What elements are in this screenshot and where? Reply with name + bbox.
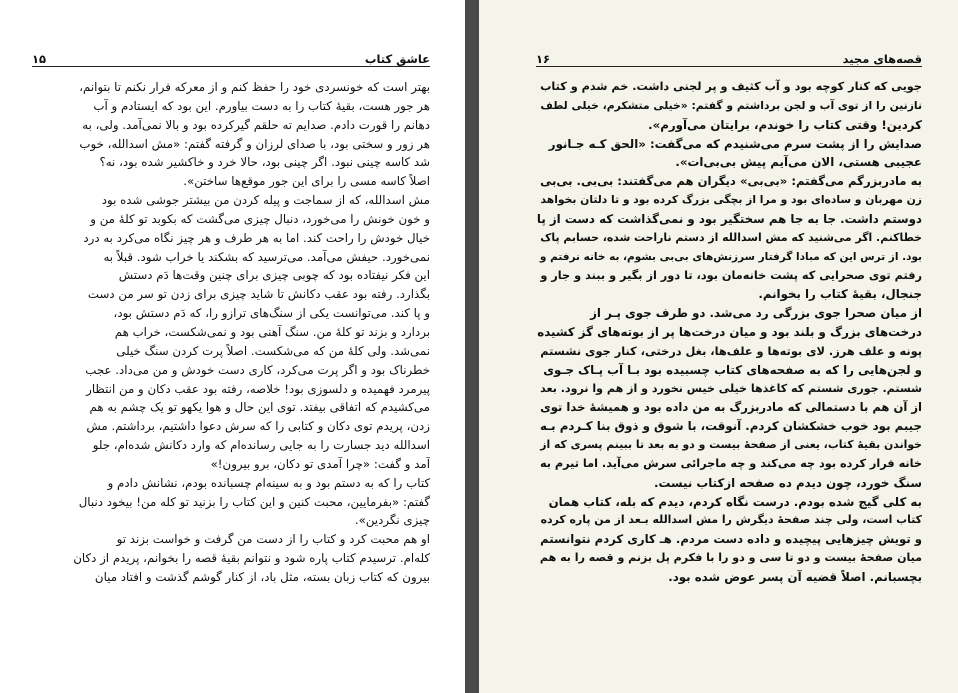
text-line: نمی‌شد. ولی کلهٔ من که می‌شکست. اصلاً پرت کردن سنگ خیلی [116,343,430,358]
text-line: از آن هم با دستمالی که مادربزرگ به من داده بود و همیشهٔ خدا توی [540,400,922,415]
text-line: کردین! وقتی کتاب را خوندم، برایتان می‌آورم». [648,117,922,132]
text-line: می‌کشیدم که اتفاقی بیفتد. توی این حال و هوا یکهو تو یک چشم به هم [89,400,430,415]
text-line: اسدالله دید جسارت را به جایی رسانده‌ام که وارد دکانش شده‌ام، جلو [92,438,430,453]
text-line: زدن، پریدم توی دکان و کتابی را که سرش دعوا داشتیم، برداشتم. مش [86,419,430,434]
text-line: بهتر است که خونسردی خود را حفظ کنم و از معرکه فرار نکنم تا بتوانم، [79,80,430,94]
text-line: اصلاً کاسه مسی را برای این جور موقع‌ها ساختن». [183,174,430,189]
text-line: هر جور هست، بقیهٔ کتاب را به دست بیاورم. این بود که ایستادم و آب [93,98,430,113]
text-line: پیرمرد فهمیده و دلسوزی بود! خلاصه، رفته بود عقب دکان و من انتظار [86,381,430,396]
text-line: دوستم داشت. جا به جا هم سختگیر بود و نمی‌گذاشت که دست از پا [536,211,922,226]
text-line: و پا کند. می‌توانست یکی از سنگ‌های ترازو را، که دَم دستش بود، [113,306,430,321]
text-line: بود. از ترس این که مبادا گرفتار سرزنش‌های بی‌بی بشوم، به خانه نرفتم و [539,250,922,263]
text-line: بچسبانم. اصلاً قضیه آن پسر عوض شده بود. [668,569,922,584]
left-page [0,0,465,693]
text-line: سنگ خورد، چون دیدم ده صفحه ازکتاب نیست. [654,475,922,490]
right-page-header [536,50,922,66]
text-line: نمی‌خورد. حیفش می‌آمد. می‌ترسید که بشکند یا خراب شود. قبلاً به [103,249,430,264]
text-line: به مادربزرگم می‌گفتم: «بی‌بی» دیگران هم می‌گفتند: بی‌بی. بی‌بی [540,174,922,189]
text-line: خانه فرار کرده بود چه می‌کند و چه ماجرائی سرش می‌آید. اما تیرم به [539,456,922,470]
text-line: هر زور و سختی بود، با صدای لرزان و گرفته گفتم: «مش اسدالله، خوب [79,136,430,151]
left-page-number: ۱۵ [32,52,47,66]
text-line: کله‌ام. ترسیدم کتاب پاره شود و نتوانم بقیهٔ قصه را بخوانم، پریدم از دکان [73,551,430,566]
text-line: بگذارد. رفته بود عقب دکانش تا شاید چیزی برای زدن تو سر من دست [87,287,430,302]
text-line: این فکر نیفتاده بود که چوبی چیزی برای چنین وقت‌ها دَم دستش [118,268,430,283]
text-line: آمد و گفت: «چرا آمدی تو دکان، برو بیرون!» [210,456,430,471]
text-line: نازنین را از توی آب و لجن برداشتم و گفتم: «خیلی متشکرم، خیلی لطف [540,98,922,112]
right-page-number: ۱۶ [536,52,551,66]
text-line: زن مهربان و ساده‌ای بود و مرا از بچگی بزرگ کرده بود و تا دلتان بخواهد [540,193,922,207]
right-page [479,0,958,693]
text-line: پونه و علف هرز. لای بوته‌ها و علف‌ها، بغل درختی، کنار جوی نشستم [540,343,922,358]
text-line: و خون خونش را می‌خورد، دنبال چیزی می‌گشت که بکوبد تو کلهٔ من و [90,211,430,226]
text-line: رفتم توی صحرایی که پشت خانه‌مان بود، تا دور از بگیر و ببند و جار و [540,268,922,283]
left-header-rule [32,66,430,67]
text-line: میان صفحهٔ بیست و دو تا سی و دو را با فکرم پل بزنم و قصه را به هم [539,551,922,565]
text-line: و لجن‌هایی را که به صفحه‌های کتاب چسبیده بود بـا آب پـاک جـوی [543,362,922,377]
text-line: درخت‌های بزرگ و بلند بود و میان درخت‌ها پر از بوته‌های گز کشیده [537,324,922,339]
text-line: کتاب را که به دستم بود و به سینه‌ام چسبانده بودم، نشانش دادم و [107,475,430,490]
text-line: شد کاسه چینی نبود. اگر چینی بود، حالا خرد و خاکشیر شده بود، نه؟ [99,155,430,170]
text-line: به کلی گیج شده بودم. درست نگاه کردم، دیدم که بله، کتاب همان [548,494,922,509]
text-line: چیزی نگردین». [354,513,430,528]
text-line: و تویش چیزهایی پیچیده و داده دست مردم. هـ کاری کردم نتوانستم [540,532,922,547]
text-line: شستم. جوری شستم که کاغذها خیلی خیس نخورد و از هم وا نرود. بعد [540,381,922,395]
text-line: کتاب است، ولی چند صفحهٔ دیگرش را مش اسدالله بـعد از من پاره کرده [540,513,922,527]
text-line: خواندن بقیهٔ کتاب، یعنی از صفحهٔ بیست و دو به بعد تا ببینم پسری که از [540,438,922,452]
left-page-header [32,50,430,66]
left-page-body [32,78,430,587]
text-line: از میان صحرا جوی بزرگی رد می‌شد. دو طرف جوی پـر از [590,306,922,321]
text-line: بیرون که کتاب زبان بسته، مثل باد، از کنار گوشم گذشت و افتاد میان [94,569,430,584]
text-line: خطرناک بود و اگر پرت می‌کرد، کاری دست خودش و من می‌داد. عجب [85,362,430,377]
text-line: جنجال، بقیهٔ کتاب را بخوانم. [758,287,922,302]
text-line: دهانم را قورت دادم. صدایم ته حلقم گیرکرده بود و بالا نمی‌آمد. ولی، به [82,117,430,132]
left-running-title: عاشق کتاب [364,52,430,66]
text-line: او هم محبت کرد و کتاب را از دست من گرفت و خواست بزند تو [116,532,430,547]
text-line: گفتم: «بفرمایین، محبت کنین و این کتاب را بزنید تو کله من! بیخود دنبال [78,494,430,509]
text-line: مش اسدالله، که از سماجت و پیله کردن من بیشتر جوشی شده بود [101,193,430,208]
text-line: بردارد و بزند تو کلهٔ من. سنگ آهنی بود و نمی‌شکست، خراب هم [114,324,430,339]
text-line: جیبم بود خوب خشکشان کردم. آنوقت، با شوق و ذوق بنا کـردم بـه [539,419,922,434]
right-header-rule [536,66,922,67]
right-page-body [536,78,922,587]
text-line: عجیبی هستی، الان می‌آیم پیش بی‌بی‌ات». [675,155,922,170]
text-line: خیال خودش را راحت کند. اما به هر طرف و هر چیز نگاه می‌کرد به درد [83,230,430,245]
book-gutter [465,0,479,693]
right-running-title: قصه‌های مجید [842,52,922,66]
text-line: جویی که کنار کوچه بود و آب کثیف و پر لجنی داشت. خم شدم و کتاب [540,80,922,93]
text-line: خطاکنم. اگر می‌شنید که مش اسدالله از دستم ناراحت شده، حسابم پاک [540,230,922,244]
text-line: صدایش را از پشت سرم می‌شنیدم که می‌گفت: «الحق کـه جـانور [548,136,922,151]
